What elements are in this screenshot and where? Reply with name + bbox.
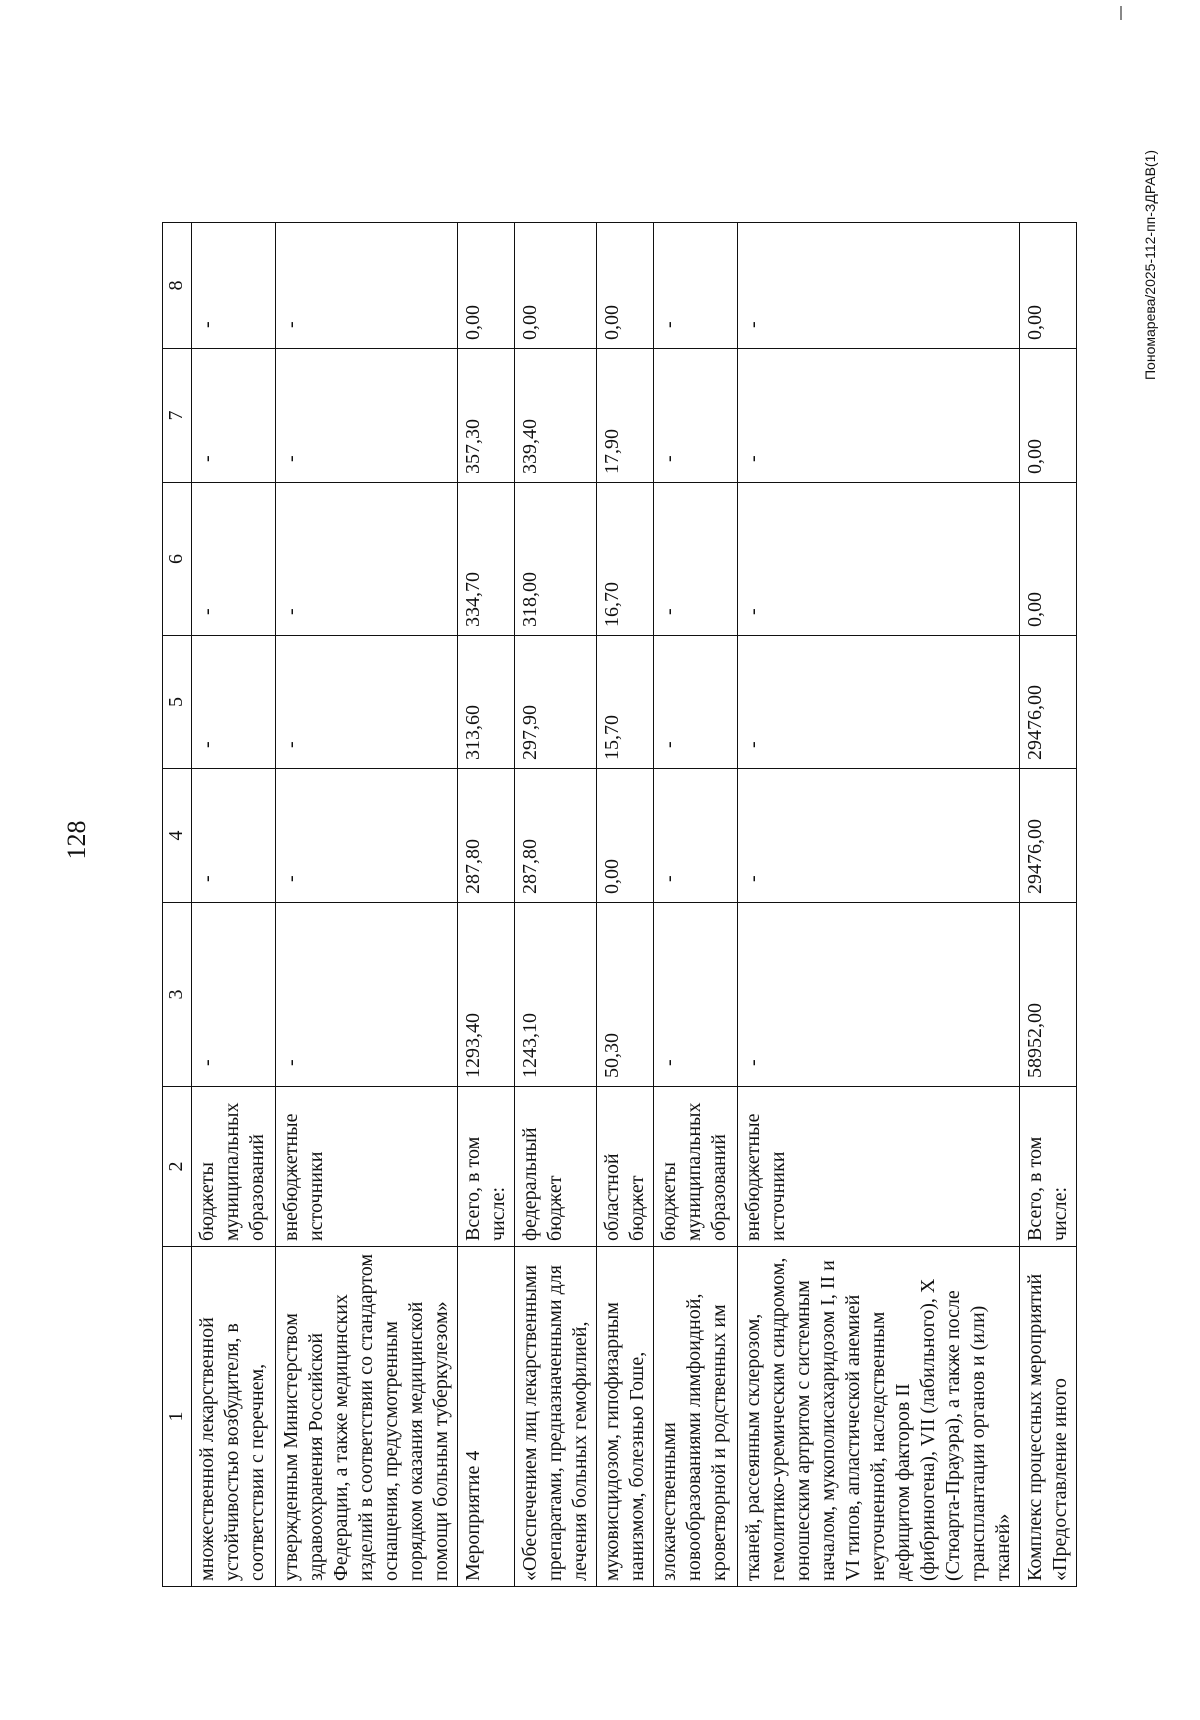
margin-mark	[1120, 6, 1122, 20]
table-row	[738, 223, 1020, 1587]
table-row	[654, 223, 738, 1587]
value-cell: -	[192, 223, 276, 349]
description-cell: утвержденным Министерством здравоохранения Российской Федерации, а также медицинских изделий в соответствии со стандартом оснащения, предусмотренным порядком оказания медицинской помощи больным туберкулезом»	[276, 1247, 458, 1587]
column-header: 1	[163, 1247, 192, 1587]
value-cell: -	[192, 349, 276, 483]
source-cell: бюджеты муниципальных образований	[654, 1087, 738, 1247]
value-cell: 17,90	[597, 349, 654, 483]
table-row	[597, 223, 654, 1587]
value-cell: -	[654, 903, 738, 1087]
description-cell: «Обеспечением лиц лекарственными препаратами, предназначенными для лечения больных гемофилией,	[515, 1247, 597, 1587]
value-cell: 29476,00	[1020, 769, 1077, 903]
value-cell: 50,30	[597, 903, 654, 1087]
source-cell: Всего, в том числе:	[1020, 1087, 1077, 1247]
column-header: 2	[163, 1087, 192, 1247]
value-cell: 313,60	[458, 636, 515, 769]
column-header: 4	[163, 769, 192, 903]
description-cell: муковисцидозом, гипофизарным нанизмом, болезнью Гоше,	[597, 1247, 654, 1587]
value-cell: 0,00	[515, 223, 597, 349]
value-cell: -	[738, 769, 1020, 903]
value-cell: -	[276, 636, 458, 769]
source-cell: бюджеты муниципальных образований	[192, 1087, 276, 1247]
document-footer: Пономарева/2025-112-пп-ЗДРАВ(1)	[1142, 149, 1158, 380]
source-cell: внебюджетные источники	[738, 1087, 1020, 1247]
value-cell: -	[192, 769, 276, 903]
value-cell: 0,00	[1020, 349, 1077, 483]
value-cell: 287,80	[515, 769, 597, 903]
description-cell: тканей, рассеянным склерозом, гемолитико-уремическим синдромом, юношеским артритом с системным началом, мукополисахаридозом I, II и VI типов, апластической анемией неуточненной, наследственным дефицитом факторов II (фибриногена), VII (лабильного), X (Стюарта-Прауэра), а также после трансплантации органов и (или) тканей»	[738, 1247, 1020, 1587]
value-cell: -	[192, 903, 276, 1087]
description-cell: злокачественными новообразованиями лимфоидной, кроветворной и родственных им	[654, 1247, 738, 1587]
value-cell: -	[276, 223, 458, 349]
value-cell: -	[654, 349, 738, 483]
value-cell: -	[738, 636, 1020, 769]
value-cell: -	[192, 483, 276, 636]
value-cell: -	[654, 223, 738, 349]
value-cell: -	[276, 903, 458, 1087]
value-cell: 0,00	[1020, 483, 1077, 636]
column-header: 7	[163, 349, 192, 483]
value-cell: 29476,00	[1020, 636, 1077, 769]
value-cell: -	[654, 483, 738, 636]
value-cell: 58952,00	[1020, 903, 1077, 1087]
table-row	[276, 223, 458, 1587]
column-header: 8	[163, 223, 192, 349]
table-row	[192, 223, 276, 1587]
value-cell: 1293,40	[458, 903, 515, 1087]
value-cell: 1243,10	[515, 903, 597, 1087]
value-cell: 297,90	[515, 636, 597, 769]
value-cell: -	[738, 223, 1020, 349]
source-cell: областной бюджет	[597, 1087, 654, 1247]
value-cell: -	[738, 349, 1020, 483]
value-cell: 318,00	[515, 483, 597, 636]
description-cell: Мероприятие 4	[458, 1247, 515, 1587]
value-cell: 0,00	[1020, 223, 1077, 349]
column-header: 3	[163, 903, 192, 1087]
value-cell: 287,80	[458, 769, 515, 903]
value-cell: -	[192, 636, 276, 769]
table-row	[1020, 223, 1077, 1587]
value-cell: -	[276, 349, 458, 483]
value-cell: 334,70	[458, 483, 515, 636]
source-cell: федеральный бюджет	[515, 1087, 597, 1247]
source-cell: внебюджетные источники	[276, 1087, 458, 1247]
value-cell: -	[738, 483, 1020, 636]
value-cell: -	[276, 483, 458, 636]
value-cell: 0,00	[597, 223, 654, 349]
table-row	[515, 223, 597, 1587]
value-cell: 0,00	[597, 769, 654, 903]
value-cell: -	[654, 636, 738, 769]
value-cell: 0,00	[458, 223, 515, 349]
description-cell: множественной лекарственной устойчивостью возбудителя, в соответствии с перечнем,	[192, 1247, 276, 1587]
value-cell: 357,30	[458, 349, 515, 483]
table-row	[458, 223, 515, 1587]
value-cell: -	[654, 769, 738, 903]
description-cell: Комплекс процессных мероприятий «Предоставление иного	[1020, 1247, 1077, 1587]
value-cell: -	[738, 903, 1020, 1087]
value-cell: -	[276, 769, 458, 903]
column-header: 5	[163, 636, 192, 769]
value-cell: 16,70	[597, 483, 654, 636]
page-number: 128	[62, 820, 91, 860]
column-header: 6	[163, 483, 192, 636]
value-cell: 339,40	[515, 349, 597, 483]
budget-table	[162, 222, 1077, 1587]
table-header-row	[163, 223, 192, 1587]
value-cell: 15,70	[597, 636, 654, 769]
source-cell: Всего, в том числе:	[458, 1087, 515, 1247]
